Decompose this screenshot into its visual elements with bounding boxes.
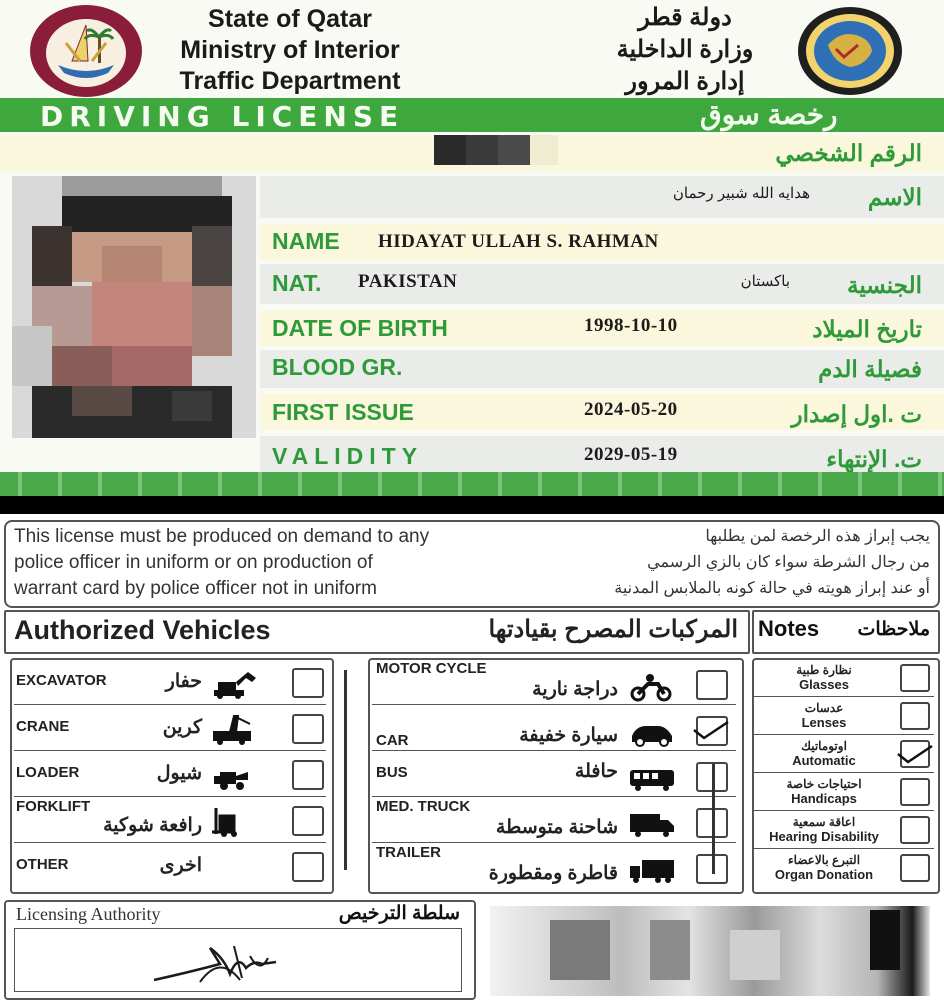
authority-label: Licensing Authority xyxy=(16,904,161,924)
warning-arabic xyxy=(520,524,930,602)
nationality-value-ar: باكستان xyxy=(740,273,790,290)
dob-label-ar: تاريخ الميلاد xyxy=(812,316,922,342)
note-label-en: Organ Donation xyxy=(774,867,874,882)
vehicle-row-excavator xyxy=(14,660,326,705)
truck-icon xyxy=(628,804,676,845)
name-value-ar: هدايه الله شبير رحمان xyxy=(672,185,810,202)
warning-en-line2: police officer in uniform or on production of xyxy=(14,552,373,573)
note-label-en: Hearing Disability xyxy=(769,829,879,844)
checkbox-car[interactable] xyxy=(696,716,728,746)
name-label: NAME xyxy=(272,228,340,254)
forklift-icon xyxy=(210,802,258,843)
note-checkbox-handicaps[interactable] xyxy=(900,778,930,806)
nationality-label: NAT. xyxy=(272,270,322,296)
warning-english xyxy=(14,524,554,602)
nationality-label-ar: الجنسية xyxy=(847,272,922,298)
vehicle-label-en: MOTOR CYCLE xyxy=(376,660,487,677)
note-row-lenses xyxy=(754,698,934,735)
vehicles-title-en: Authorized Vehicles xyxy=(14,615,271,645)
vehicle-label-en: OTHER xyxy=(16,856,69,873)
holder-photo xyxy=(12,176,256,438)
note-label-en: Handicaps xyxy=(791,791,857,806)
note-label-en: Lenses xyxy=(801,715,847,730)
note-checkbox-automatic[interactable] xyxy=(900,740,930,768)
vehicle-label-en: MED. TRUCK xyxy=(376,798,471,815)
vehicle-label-ar: قاطرة ومقطورة xyxy=(488,863,618,884)
license-front xyxy=(0,0,944,496)
blood-group-label: BLOOD GR. xyxy=(272,354,403,380)
header-ar-line1: دولة قطر xyxy=(638,4,732,31)
first-issue-label: FIRST ISSUE xyxy=(272,399,414,425)
blood-group-label-ar: فصيلة الدم xyxy=(818,356,922,382)
authority-label-ar: سلطة الترخيص xyxy=(338,903,460,924)
header-arabic xyxy=(590,2,780,98)
vehicle-label-en: EXCAVATOR xyxy=(16,672,107,689)
note-label-ar: التبرع بالاعضاء xyxy=(787,853,861,867)
header-english xyxy=(150,4,430,97)
header-en-line2: Ministry of Interior xyxy=(180,36,400,64)
vehicle-label-en: BUS xyxy=(376,764,408,781)
vehicle-row-med-truck xyxy=(372,798,736,843)
note-label-ar: احتياجات خاصة xyxy=(786,777,862,791)
vehicle-row-bus xyxy=(372,752,736,797)
note-row-glasses xyxy=(754,660,934,697)
vehicle-label-en: CAR xyxy=(376,732,409,749)
note-label-en: Glasses xyxy=(799,677,849,692)
checkbox-crane[interactable] xyxy=(292,714,324,744)
validity-label-ar: ت. الإنتهاء xyxy=(826,446,922,472)
name-value: HIDAYAT ULLAH S. RAHMAN xyxy=(378,231,659,252)
vehicle-label-ar: كرين xyxy=(162,717,202,738)
vehicle-label-ar: شيول xyxy=(156,763,202,784)
vehicle-label-en: CRANE xyxy=(16,718,70,735)
crane-icon xyxy=(210,710,258,751)
note-row-hearing-disability xyxy=(754,812,934,849)
trailer-icon xyxy=(628,850,676,891)
validity-value: 2029-05-19 xyxy=(584,444,678,465)
vehicle-label-ar: حفار xyxy=(165,671,202,692)
warning-ar-line3: أو عند إبراز هويته في حالة كونه بالملابس المدنية xyxy=(614,580,930,597)
note-label-ar: اوتوماتيك xyxy=(801,739,847,753)
vehicle-row-forklift xyxy=(14,798,326,843)
header-ar-line2: وزارة الداخلية xyxy=(616,36,754,63)
name-label-ar: الاسم xyxy=(867,184,922,210)
checkbox-excavator[interactable] xyxy=(292,668,324,698)
note-label-en: Automatic xyxy=(792,753,856,768)
title-arabic: رخصة سوق xyxy=(700,99,838,130)
header-en-line3: Traffic Department xyxy=(179,67,401,95)
redacted-area xyxy=(490,900,940,1000)
warning-ar-line1: يجب إبراز هذه الرخصة لمن يطلبها xyxy=(705,528,930,545)
header-en-line1: State of Qatar xyxy=(208,5,372,33)
note-label-ar: نظارة طبية xyxy=(796,663,852,677)
decorative-strip xyxy=(0,472,944,496)
dob-label: DATE OF BIRTH xyxy=(272,315,448,341)
note-label-ar: عدسات xyxy=(804,701,844,715)
personal-number-redacted xyxy=(434,135,530,165)
license-back xyxy=(0,514,944,1000)
note-checkbox-organ-donation[interactable] xyxy=(900,854,930,882)
dob-value: 1998-10-10 xyxy=(584,315,678,336)
warning-en-line3: warrant card by police officer not in uniform xyxy=(14,578,377,599)
title-english: DRIVING LICENSE xyxy=(40,100,405,133)
car-icon xyxy=(628,712,676,753)
vehicle-label-ar: دراجة نارية xyxy=(532,679,618,700)
vehicle-row-car xyxy=(372,706,736,751)
vehicle-row-other xyxy=(14,844,326,888)
note-label-ar: اعاقة سمعية xyxy=(792,815,856,829)
vehicle-row-motor-cycle xyxy=(372,660,736,705)
warning-en-line1: This license must be produced on demand to any xyxy=(14,526,430,547)
motorcycle-icon xyxy=(628,666,676,707)
note-checkbox-glasses[interactable] xyxy=(900,664,930,692)
loader-icon xyxy=(210,756,258,797)
first-issue-label-ar: ت .اول إصدار xyxy=(791,401,922,427)
signature-icon xyxy=(150,934,280,990)
qatar-emblem-icon xyxy=(28,3,144,99)
warning-ar-line2: من رجال الشرطة سواء كان بالزي الرسمي xyxy=(647,554,930,571)
vehicle-row-trailer xyxy=(372,844,736,888)
first-issue-value: 2024-05-20 xyxy=(584,399,678,420)
vehicle-label-en: LOADER xyxy=(16,764,80,781)
vehicle-label-ar: شاحنة متوسطة xyxy=(495,817,618,838)
personal-number-label-ar: الرقم الشخصي xyxy=(775,140,922,166)
note-checkbox-hearing-disability[interactable] xyxy=(900,816,930,844)
notes-title: Notes xyxy=(758,616,820,641)
note-row-organ-donation xyxy=(754,850,934,886)
nationality-value: PAKISTAN xyxy=(358,271,458,292)
note-row-automatic xyxy=(754,736,934,773)
vehicle-label-ar: سيارة خفيفة xyxy=(519,725,618,746)
notes-title-ar: ملاحظات xyxy=(857,619,930,640)
vehicle-label-en: TRAILER xyxy=(376,844,441,861)
vehicle-row-loader xyxy=(14,752,326,797)
gcc-emblem-icon xyxy=(796,5,904,97)
excavator-icon xyxy=(210,664,258,705)
card-divider xyxy=(0,496,944,514)
bracket-right xyxy=(712,764,723,874)
checkbox-other[interactable] xyxy=(292,852,324,882)
vehicles-title-ar: المركبات المصرح بقيادتها xyxy=(488,616,738,643)
note-row-handicaps xyxy=(754,774,934,811)
checkbox-forklift[interactable] xyxy=(292,806,324,836)
checkbox-motor-cycle[interactable] xyxy=(696,670,728,700)
header-ar-line3: إدارة المرور xyxy=(625,68,745,95)
vehicle-label-ar: حافلة xyxy=(574,761,618,782)
vehicle-label-ar: رافعة شوكية xyxy=(103,815,202,836)
vehicle-row-crane xyxy=(14,706,326,751)
vehicle-label-en: FORKLIFT xyxy=(16,798,91,815)
validity-label: VALIDITY xyxy=(272,443,424,469)
vehicle-label-ar: اخرى xyxy=(159,855,202,876)
note-checkbox-lenses[interactable] xyxy=(900,702,930,730)
bus-icon xyxy=(628,758,676,799)
bracket-left xyxy=(344,670,355,870)
checkbox-loader[interactable] xyxy=(292,760,324,790)
